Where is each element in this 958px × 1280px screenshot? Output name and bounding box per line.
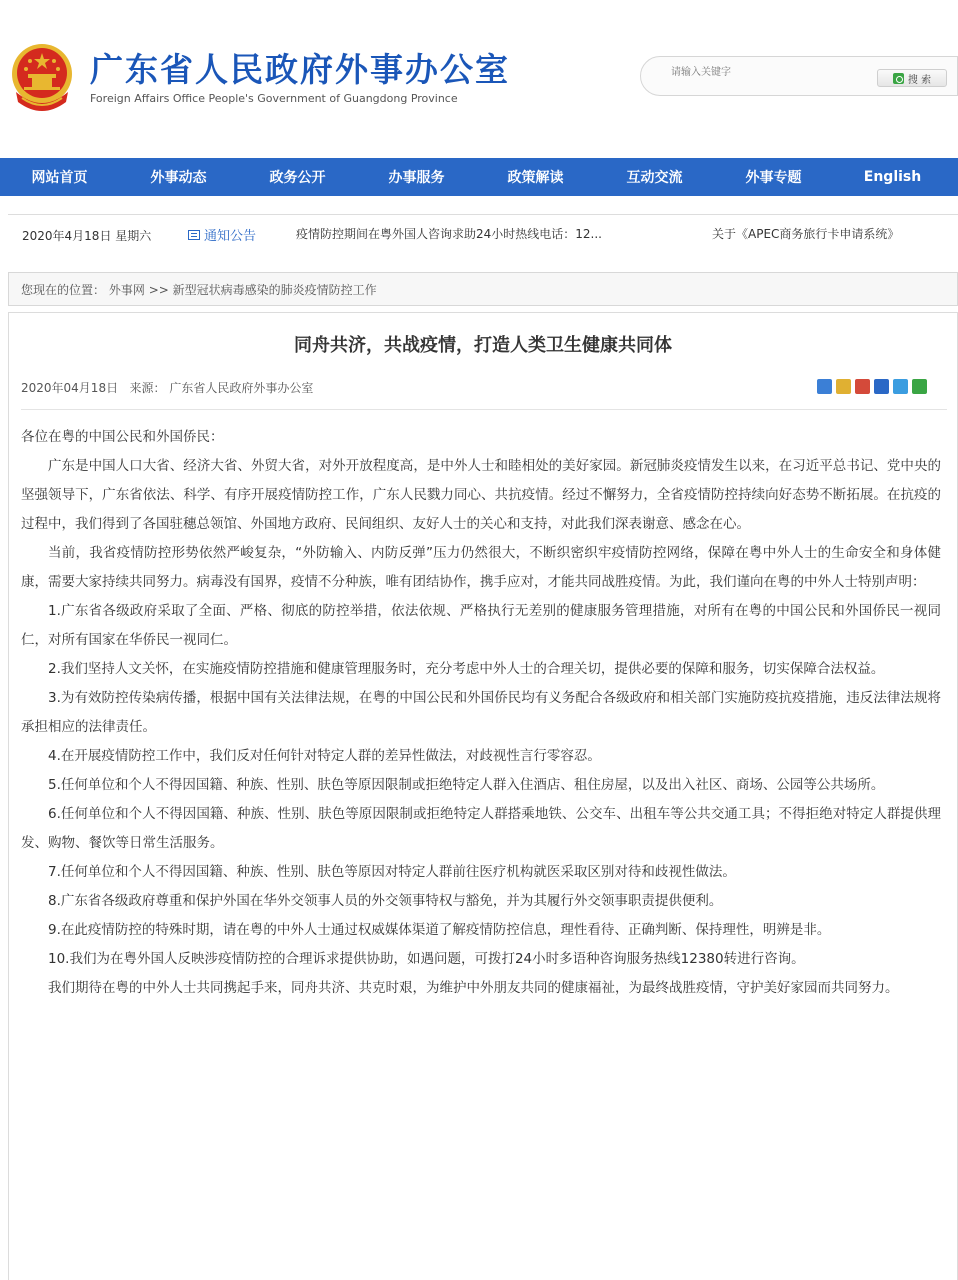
article-paragraph: 7.任何单位和个人不得因国籍、种族、性别、肤色等原因对特定人群前往医疗机构就医采取区别对待和歧视性做法。: [48, 864, 736, 880]
nav-item-topics[interactable]: 外事专题: [745, 170, 802, 186]
article-paragraph: 2.我们坚持人文关怀，在实施疫情防控措施和健康管理服务时，充分考虑中外人士的合理关切，提供必要的保障和服务，切实保障合法权益。: [48, 661, 885, 677]
share-renren-icon[interactable]: [874, 379, 889, 394]
article-paragraph: 10.我们为在粤外国人反映涉疫情防控的合理诉求提供协助，如遇问题，可拨打24小时多语种咨询服务热线12380转进行咨询。: [48, 951, 805, 967]
current-date: 2020年4月18日 星期六: [22, 229, 152, 243]
article-paragraph: 6.任何单位和个人不得因国籍、种族、性别、肤色等原因限制或拒绝特定人群搭乘地铁、公交车、出租车等公共交通工具；不得拒绝对特定人群提供理发、购物、餐饮等日常生活服务。: [21, 806, 941, 851]
article-paragraph: 5.任何单位和个人不得因国籍、种族、性别、肤色等原因限制或拒绝特定人群入住酒店、租住房屋，以及出入社区、商场、公园等公共场所。: [48, 777, 885, 793]
notice-label[interactable]: [188, 225, 256, 244]
article-paragraph: 当前，我省疫情防控形势依然严峻复杂，“外防输入、内防反弹”压力仍然很大，不断织密织牢疫情防控网络，保障在粤中外人士的生命安全和身体健康，需要大家持续共同努力。病毒没有国界，疫情不分种族，唯有团结协作，携手应对，才能共同战胜疫情。为此，我们谨向在粤的中外人士特别声明：: [21, 545, 941, 590]
article-date: 2020年04月18日: [21, 381, 119, 395]
main-nav: [0, 158, 958, 196]
share-tencent-icon[interactable]: [855, 379, 870, 394]
search-box: [640, 56, 958, 96]
nav-item-english[interactable]: English: [863, 169, 922, 185]
search-button-label: 搜 索: [907, 74, 932, 86]
article-meta: [21, 379, 313, 396]
notice-link-apec[interactable]: 关于《APEC商务旅行卡申请系统》: [712, 227, 900, 241]
share-qzone-icon[interactable]: [817, 379, 832, 394]
site-subtitle: Foreign Affairs Office People's Government of Guangdong Province: [90, 92, 458, 105]
site-title: 广东省人民政府外事办公室: [90, 50, 510, 89]
article-paragraph: 我们期待在粤的中外人士共同携起手来，同舟共济、共克时艰，为维护中外朋友共同的健康福祉，为最终战胜疫情，守护美好家园而共同努力。: [48, 980, 899, 996]
search-input[interactable]: [671, 63, 861, 81]
article-salutation: 各位在粤的中国公民和外国侨民：: [21, 429, 224, 445]
share-more-icon[interactable]: [912, 379, 927, 394]
search-button[interactable]: [877, 69, 947, 87]
nav-item-government-affairs[interactable]: 政务公开: [269, 170, 326, 186]
share-weibo-icon[interactable]: [836, 379, 851, 394]
article-paragraph: 1.广东省各级政府采取了全面、严格、彻底的防控举措，依法依规、严格执行无差别的健康服务管理措施，对所有在粤的中国公民和外国侨民一视同仁，对所有国家在华侨民一视同仁。: [21, 603, 941, 648]
nav-item-news[interactable]: 外事动态: [150, 170, 207, 186]
share-kaixin-icon[interactable]: [893, 379, 908, 394]
share-toolbar: [817, 379, 927, 394]
article-paragraph: 8.广东省各级政府尊重和保护外国在华外交领事人员的外交领事特权与豁免，并为其履行外交领事职责提供便利。: [48, 893, 723, 909]
article-source-label: 来源：: [129, 381, 166, 395]
nav-item-policy[interactable]: 政策解读: [507, 170, 564, 186]
notice-link-hotline[interactable]: 疫情防控期间在粤外国人咨询求助24小时热线电话：12...: [296, 227, 602, 241]
nav-item-home[interactable]: 网站首页: [31, 170, 88, 186]
article-paragraph: 广东是中国人口大省、经济大省、外贸大省，对外开放程度高，是中外人士和睦相处的美好家园。新冠肺炎疫情发生以来，在习近平总书记、党中央的坚强领导下，广东省依法、科学、有序开展疫情防控工作，广东人民戮力同心、共抗疫情。经过不懈努力，全省疫情防控持续向好态势不断拓展。在抗疫的过程中，我们得到了各国驻穗总领馆、外国地方政府、民间组织、友好人士的关心和支持，对此我们深表谢意、感念在心。: [21, 458, 941, 532]
national-emblem-icon: [8, 40, 76, 114]
article-body: [21, 423, 941, 1003]
breadcrumb: [8, 272, 958, 306]
breadcrumb-home-link[interactable]: 外事网: [108, 283, 145, 297]
divider: [21, 409, 947, 410]
site-header: [0, 0, 958, 158]
article-title: 同舟共济，共战疫情，打造人类卫生健康共同体: [294, 335, 672, 356]
nav-item-interaction[interactable]: 互动交流: [626, 170, 683, 186]
info-bar: [8, 214, 958, 266]
breadcrumb-separator: >>: [148, 283, 169, 297]
breadcrumb-current-link[interactable]: 新型冠状病毒感染的肺炎疫情防控工作: [172, 283, 377, 297]
article-paragraph: 9.在此疫情防控的特殊时期，请在粤的中外人士通过权威媒体渠道了解疫情防控信息，理性看待、正确判断、保持理性，明辨是非。: [48, 922, 831, 938]
search-icon: [893, 73, 904, 84]
notice-icon: [188, 230, 200, 240]
notice-label-text: 通知公告: [204, 229, 257, 244]
article-paragraph: 3.为有效防控传染病传播，根据中国有关法律法规，在粤的中国公民和外国侨民均有义务配合各级政府和相关部门实施防疫抗疫措施，违反法律法规将承担相应的法律责任。: [21, 690, 941, 735]
article-source: 广东省人民政府外事办公室: [169, 381, 314, 395]
nav-item-services[interactable]: 办事服务: [388, 170, 445, 186]
breadcrumb-prefix: 您现在的位置：: [21, 283, 106, 297]
article-container: [8, 312, 958, 1280]
article-paragraph: 4.在开展疫情防控工作中，我们反对任何针对特定人群的差异性做法，对歧视性言行零容忍。: [48, 748, 601, 764]
